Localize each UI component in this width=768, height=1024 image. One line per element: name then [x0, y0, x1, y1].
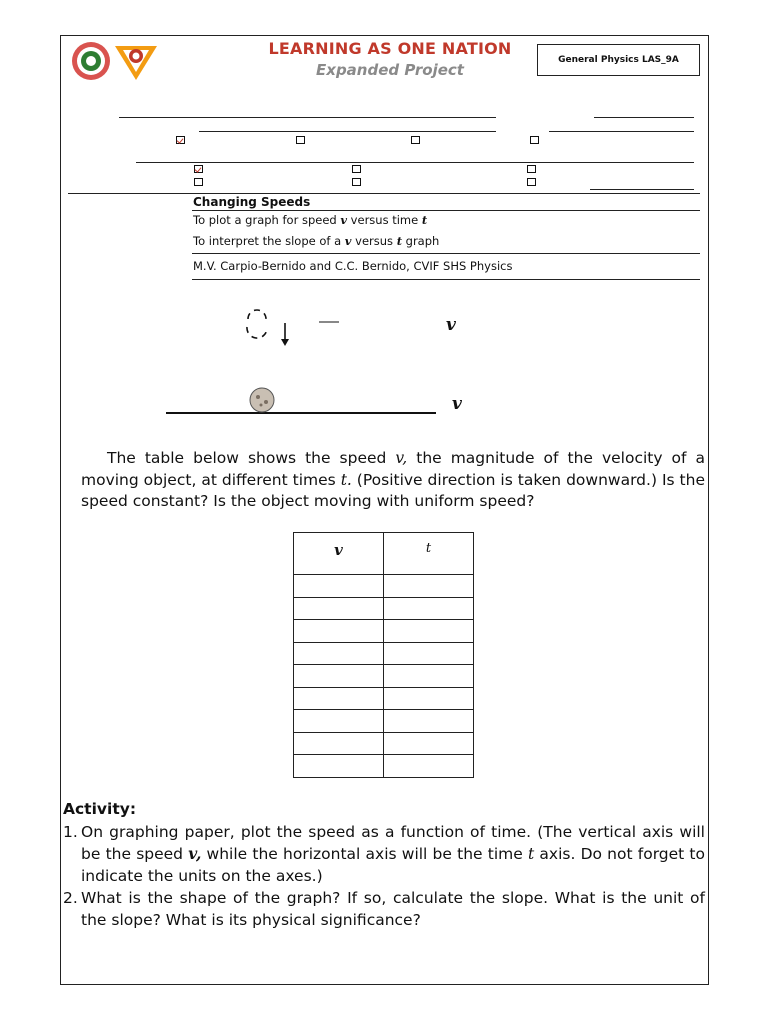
table-row	[294, 575, 474, 598]
time-cell[interactable]	[384, 755, 474, 778]
form-line	[199, 131, 496, 132]
checkbox[interactable]	[352, 165, 361, 173]
form-line	[192, 210, 700, 211]
page-title: LEARNING AS ONE NATION	[268, 39, 512, 58]
activity-item-1: 1. On graphing paper, plot the speed as a function of time. (The vertical axis will be the speed v, while the horizontal axis will be the time t axis. Do not forget to indicate the units on the axes.)	[63, 823, 705, 885]
speed-cell[interactable]	[294, 755, 384, 778]
form-line	[549, 131, 694, 132]
speed-cell[interactable]	[294, 597, 384, 620]
ball-icon	[250, 388, 274, 412]
form-line	[136, 162, 694, 163]
checkbox[interactable]	[527, 178, 536, 186]
speed-cell[interactable]	[294, 710, 384, 733]
table-header-time: t	[384, 533, 474, 575]
checkbox[interactable]	[530, 136, 539, 144]
table-row	[294, 687, 474, 710]
lesson-authors: M.V. Carpio-Bernido and C.C. Bernido, CVIF SHS Physics	[193, 259, 513, 273]
speed-cell[interactable]	[294, 732, 384, 755]
activity-heading: Activity:	[63, 800, 137, 818]
seal-logo	[72, 42, 110, 80]
table-row	[294, 755, 474, 778]
time-cell[interactable]	[384, 710, 474, 733]
page-subtitle: Expanded Project	[316, 61, 464, 79]
time-cell[interactable]	[384, 687, 474, 710]
checkbox[interactable]	[352, 178, 361, 186]
table-row	[294, 597, 474, 620]
time-cell[interactable]	[384, 620, 474, 643]
velocity-label-bottom: v	[452, 394, 462, 414]
time-cell[interactable]	[384, 642, 474, 665]
lesson-code-box: General Physics LAS_9A	[537, 44, 700, 76]
time-cell[interactable]	[384, 575, 474, 598]
checkbox[interactable]	[296, 136, 305, 144]
table-row	[294, 665, 474, 688]
form-line	[192, 253, 700, 254]
speed-cell[interactable]	[294, 642, 384, 665]
speed-cell[interactable]	[294, 665, 384, 688]
form-line	[192, 279, 700, 280]
activity-item-2: 2. What is the shape of the graph? If so, calculate the slope. What is the unit of the slope? What is its physical significance?	[63, 889, 705, 929]
form-line	[119, 117, 496, 118]
objective-2: To interpret the slope of a v versus t graph	[193, 234, 440, 248]
falling-object-diagram	[160, 305, 460, 420]
speed-cell[interactable]	[294, 687, 384, 710]
table-header-row	[294, 533, 474, 575]
speed-cell[interactable]	[294, 620, 384, 643]
table-header-speed: v	[294, 533, 384, 575]
intro-paragraph: The table below shows the speed v, the magnitude of the velocity of a moving object, at different times t. (Positive direction is taken downward.) Is the speed constant? Is the object moving with uniform speed?	[81, 449, 705, 510]
time-cell[interactable]	[384, 732, 474, 755]
checkbox[interactable]	[194, 178, 203, 186]
time-cell[interactable]	[384, 665, 474, 688]
objective-1: To plot a graph for speed v versus time t	[193, 213, 428, 227]
table-row	[294, 642, 474, 665]
time-cell[interactable]	[384, 597, 474, 620]
form-line	[594, 117, 694, 118]
speed-cell[interactable]	[294, 575, 384, 598]
table-row	[294, 620, 474, 643]
table-row	[294, 732, 474, 755]
checkbox[interactable]	[527, 165, 536, 173]
form-line	[590, 189, 694, 190]
checkbox-checked[interactable]	[176, 136, 185, 144]
velocity-label-top: v	[446, 315, 456, 335]
lesson-topic: Changing Speeds	[193, 195, 311, 209]
section-divider	[68, 193, 700, 194]
checkbox[interactable]	[411, 136, 420, 144]
speed-time-table	[293, 532, 474, 778]
checkbox-checked[interactable]	[194, 165, 203, 173]
table-row	[294, 710, 474, 733]
activity-list	[63, 821, 705, 931]
